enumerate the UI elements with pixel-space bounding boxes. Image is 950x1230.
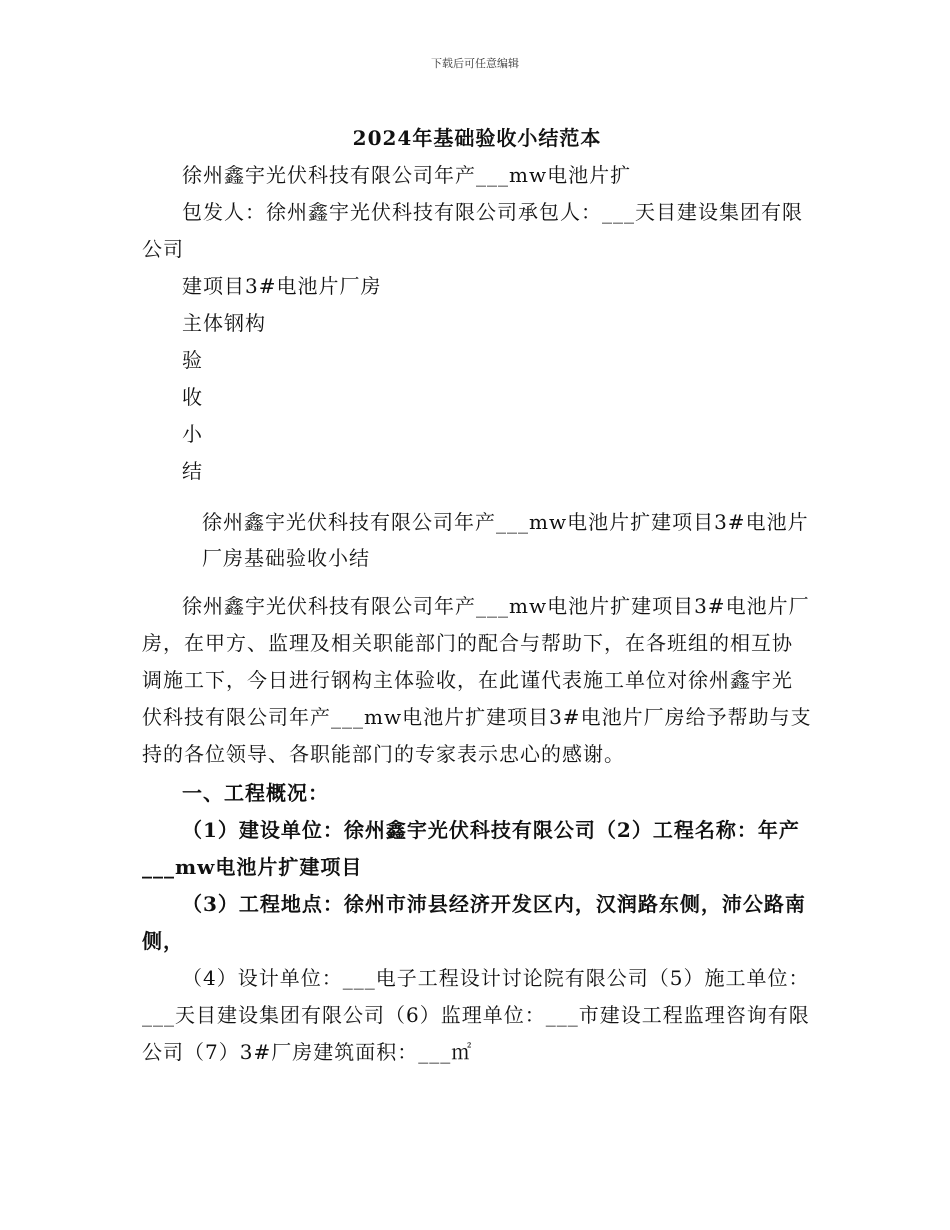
vertical-char: 结 xyxy=(182,459,203,483)
intro-line-1: 徐州鑫宇光伏科技有限公司年产___mw电池片扩 xyxy=(182,163,632,187)
sub-heading: 徐州鑫宇光伏科技有限公司年产___mw电池片扩建项目3#电池片厂房基础验收小结 xyxy=(202,510,809,570)
header-note: 下载后可任意编辑 xyxy=(431,57,519,70)
vertical-char: 收 xyxy=(182,385,203,409)
overview-item-1-2: （1）建设单位：徐州鑫宇光伏科技有限公司（2）工程名称：年产___mw电池片扩建项目 xyxy=(142,818,800,879)
intro-line-3: 建项目3#电池片厂房 xyxy=(182,274,382,298)
intro-line-4: 主体钢构 xyxy=(182,311,266,335)
vertical-char: 小 xyxy=(182,422,203,446)
intro-line-2: 包发人：徐州鑫宇光伏科技有限公司承包人：___天目建设集团有限公司 xyxy=(142,200,803,261)
overview-item-3: （3）工程地点：徐州市沛县经济开发区内，汉润路东侧，沛公路南侧， xyxy=(142,892,806,953)
section-heading: 一、工程概况： xyxy=(182,781,329,805)
vertical-char: 验 xyxy=(182,348,203,372)
document-page xyxy=(142,120,812,1071)
document-title: 2024年基础验收小结范本 xyxy=(352,126,602,150)
body-paragraph: 徐州鑫宇光伏科技有限公司年产___mw电池片扩建项目3#电池片厂房，在甲方、监理及相关职能部门的配合与帮助下，在各班组的相互协调施工下，今日进行钢构主体验收，在此谨代表施工单位对徐州鑫宇光伏科技有限公司年产___mw电池片扩建项目3#电池片厂房给予帮助与支持的各位领导、各职能部门的专家表示忠心的感谢。 xyxy=(142,594,812,766)
overview-item-4-7: （4）设计单位：___电子工程设计讨论院有限公司（5）施工单位：___天目建设集团有限公司（6）监理单位：___市建设工程监理咨询有限公司（7）3#厂房建筑面积：___㎡ xyxy=(142,966,810,1064)
